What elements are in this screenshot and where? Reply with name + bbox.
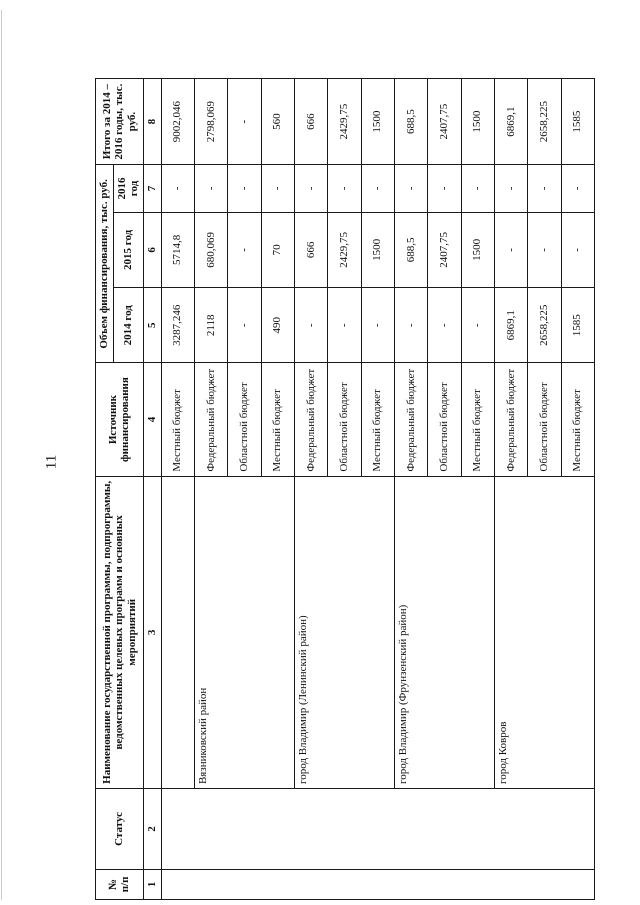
source-cell: Местный бюджет xyxy=(261,363,294,476)
column-number-row xyxy=(143,79,161,900)
value-2016: - xyxy=(394,165,427,212)
value-total: 2658,225 xyxy=(528,79,561,165)
num-cell xyxy=(161,869,594,899)
value-2015: 680,069 xyxy=(194,212,227,287)
value-2015: 688,5 xyxy=(394,212,427,287)
col-number: 2 xyxy=(143,789,161,870)
value-2015: 666 xyxy=(294,212,327,287)
source-cell: Местный бюджет xyxy=(361,363,394,476)
rotated-table-container xyxy=(95,78,595,900)
value-total: 2429,75 xyxy=(328,79,361,165)
header-name: Наименование государственной программы, подпрограммы, ведомственных целевых программ и основных мероприятий xyxy=(96,476,144,788)
header-funding: Объем финансирования, тыс. руб. xyxy=(96,165,114,363)
value-2014: - xyxy=(428,288,461,363)
col-number: 7 xyxy=(143,165,161,212)
value-2015: 1500 xyxy=(361,212,394,287)
value-2014: - xyxy=(394,288,427,363)
col-number: 6 xyxy=(143,212,161,287)
header-source: Источник финансирования xyxy=(96,363,144,476)
value-2014: 2118 xyxy=(194,288,227,363)
page-number: 11 xyxy=(43,454,60,470)
value-2014: 6869,1 xyxy=(494,288,527,363)
value-total: 560 xyxy=(261,79,294,165)
page-edge-line xyxy=(1,10,3,900)
value-2016: - xyxy=(361,165,394,212)
col-number: 1 xyxy=(143,869,161,899)
value-total: 9002,046 xyxy=(161,79,194,165)
value-total: 666 xyxy=(294,79,327,165)
value-2014: - xyxy=(461,288,494,363)
value-2014: - xyxy=(328,288,361,363)
value-2016: - xyxy=(228,165,261,212)
group-kovrov: город Ковров xyxy=(494,476,594,788)
value-2014: 1585 xyxy=(561,288,595,363)
value-2014: - xyxy=(361,288,394,363)
value-2015: 5714,8 xyxy=(161,212,194,287)
source-cell: Местный бюджет xyxy=(561,363,595,476)
value-2015: - xyxy=(561,212,595,287)
value-2016: - xyxy=(328,165,361,212)
source-cell: Областной бюджет xyxy=(528,363,561,476)
value-2015: 70 xyxy=(261,212,294,287)
header-2014: 2014 год xyxy=(113,288,143,363)
table-row xyxy=(294,79,327,900)
value-2016: - xyxy=(261,165,294,212)
value-2014: - xyxy=(228,288,261,363)
header-row xyxy=(96,79,114,900)
col-number: 4 xyxy=(143,363,161,476)
header-2016: 2016 год xyxy=(113,165,143,212)
value-total: 1585 xyxy=(561,79,595,165)
header-total: Итого за 2014 – 2016 годы, тыс. руб. xyxy=(96,79,144,165)
value-2014: 490 xyxy=(261,288,294,363)
source-cell: Областной бюджет xyxy=(228,363,261,476)
value-2016: - xyxy=(294,165,327,212)
name-cell xyxy=(161,476,194,788)
col-number: 5 xyxy=(143,288,161,363)
source-cell: Областной бюджет xyxy=(428,363,461,476)
value-2014: - xyxy=(294,288,327,363)
group-vladimir-leninsky: город Владимир (Ленинский район) xyxy=(294,476,394,788)
status-cell xyxy=(161,789,594,870)
source-cell: Местный бюджет xyxy=(461,363,494,476)
table-row xyxy=(394,79,427,900)
source-cell: Федеральный бюджет xyxy=(294,363,327,476)
value-2014: 3287,246 xyxy=(161,288,194,363)
header-2015: 2015 год xyxy=(113,212,143,287)
source-cell: Областной бюджет xyxy=(328,363,361,476)
source-cell: Федеральный бюджет xyxy=(194,363,227,476)
value-2016: - xyxy=(194,165,227,212)
value-total: 1500 xyxy=(461,79,494,165)
value-2015: - xyxy=(228,212,261,287)
value-2015: 2407,75 xyxy=(428,212,461,287)
value-2015: 1500 xyxy=(461,212,494,287)
value-2016: - xyxy=(461,165,494,212)
source-cell: Федеральный бюджет xyxy=(394,363,427,476)
value-2014: 2658,225 xyxy=(528,288,561,363)
header-status: Статус xyxy=(96,789,144,870)
value-2016: - xyxy=(528,165,561,212)
value-2016: - xyxy=(428,165,461,212)
value-total: 2407,75 xyxy=(428,79,461,165)
value-total: 688,5 xyxy=(394,79,427,165)
funding-table xyxy=(95,78,595,900)
group-vyaznikovsky: Вязниковский район xyxy=(194,476,294,788)
col-number: 3 xyxy=(143,476,161,788)
col-number: 8 xyxy=(143,79,161,165)
value-total: 1500 xyxy=(361,79,394,165)
value-2015: - xyxy=(528,212,561,287)
value-2015: 2429,75 xyxy=(328,212,361,287)
value-total: - xyxy=(228,79,261,165)
table-row xyxy=(494,79,527,900)
value-total: 6869,1 xyxy=(494,79,527,165)
table-row xyxy=(194,79,227,900)
value-2016: - xyxy=(494,165,527,212)
value-total: 2798,069 xyxy=(194,79,227,165)
value-2016: - xyxy=(561,165,595,212)
source-cell: Федеральный бюджет xyxy=(494,363,527,476)
value-2015: - xyxy=(494,212,527,287)
value-2016: - xyxy=(161,165,194,212)
header-num: № п/п xyxy=(96,869,144,899)
group-vladimir-frunzensky: город Владимир (Фрунзенский район) xyxy=(394,476,494,788)
table-row xyxy=(161,79,194,900)
source-cell: Местный бюджет xyxy=(161,363,194,476)
